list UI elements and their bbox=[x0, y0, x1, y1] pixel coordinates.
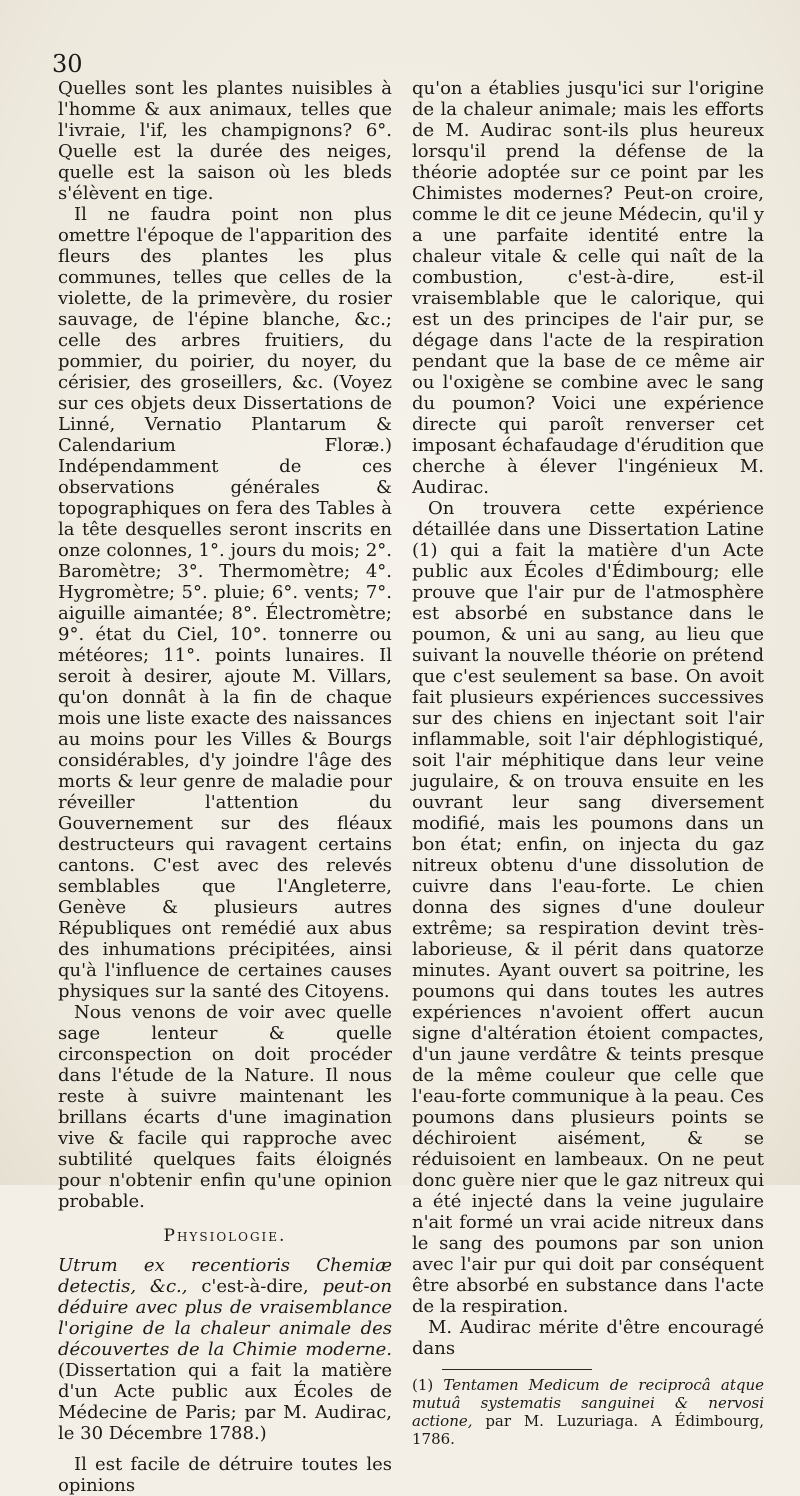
paragraph-experiment: On trouvera cette expérience détaillée dans une Dissertation Latine (1) qui a fait la matière d'un Acte public aux Écoles d'Édimbourg; elle prouve que l'air pur de l'atmosphère est absorbé en substance dans le poumon, & uni au sang, au lieu que suivant la nouvelle théorie on prétend que c'est seulement sa base. On avoit fait plusieurs expériences successives sur des chiens en injectant soit l'air inflammable, soit l'air déphlogistiqué, soit l'air méphitique dans leur veine jugulaire, & on trouva ensuite en les ouvrant leur sang diversement modifié, mais les poumons dans un bon état; enfin, on injecta du gaz nitreux obtenu d'une dissolution de cuivre dans l'eau-forte. Le chien donna des signes d'une douleur extrême; sa respiration devint très-laborieuse, & il périt dans quatorze minutes. Ayant ouvert sa poitrine, les poumons qui dans toutes les autres expériences n'avoient offert aucun signe d'altération étoient compactes, d'un jaune verdâtre & teints presque de la même couleur que celle que l'eau-forte communique à la peau. Ces poumons dans plusieurs points se déchiroient aisément, & se réduisoient en lambeaux. On ne peut donc guère nier que le gaz nitreux qui a été injecté dans la veine jugulaire n'ait formé un vrai acide nitreux dans le sang des poumons par son union avec l'air pur qui doit par conséquent être absorbé en substance dans l'acte de la respiration. bbox=[412, 498, 764, 1317]
footnote-latin-title: Tentamen Medicum de reciprocâ atque mutuâ systematis sanguinei & nervosi actione, bbox=[412, 1376, 764, 1430]
section-heading: Physiologie. bbox=[163, 1226, 287, 1246]
abstract bbox=[58, 1255, 392, 1444]
paragraph-audirac-theory: qu'on a établies jusqu'ici sur l'origine de la chaleur animale; mais les efforts de M. Audirac sont-ils plus heureux lorsqu'il prend la défense de la théorie adoptée sur ce point par les Chimistes modernes? Peut-on croire, comme le dit ce jeune Médecin, qu'il y a une parfaite identité entre la chaleur vitale & celle qui naît de la combustion, c'est-à-dire, est-il vraisemblable que le calorique, qui est un des principes de l'air pur, se dégage dans l'acte de la respiration pendant que la base de ce même air ou l'oxigène se combine avec le sang du poumon? Voici une expérience directe qui paroît renverser cet imposant échafaudage d'érudition que cherche à élever l'ingénieux M. Audirac. bbox=[412, 78, 764, 498]
footnote-divider bbox=[442, 1369, 592, 1370]
abstract-french-title: peut-on déduire avec plus de vraisemblance l'origine de la chaleur animale des découvertes de la Chimie moderne. bbox=[58, 1276, 392, 1360]
abstract-details: (Dissertation qui a fait la matière d'un Acte public aux Écoles de Médecine de Paris; par M. Audirac, le 30 Décembre 1788.) bbox=[58, 1360, 392, 1444]
paragraph-last-line: Il est facile de détruire toutes les opinions bbox=[58, 1454, 392, 1496]
left-column bbox=[58, 78, 392, 1496]
paragraph-closing: M. Audirac mérite d'être encouragé dans bbox=[412, 1317, 764, 1359]
right-column bbox=[412, 78, 764, 1448]
footnote-author: par M. Luzuriaga. A Édimbourg, 1786. bbox=[412, 1412, 764, 1448]
footnote bbox=[412, 1376, 764, 1448]
footnote-marker: (1) bbox=[412, 1376, 434, 1394]
abstract-intro: c'est-à-dire, bbox=[201, 1276, 309, 1297]
page-number: 30 bbox=[52, 50, 83, 78]
paragraph-flowers-tables: Il ne faudra point non plus omettre l'époque de l'apparition des fleurs des plantes les plus communes, telles que celles de la violette, de la primevère, du rosier sauvage, de l'épine blanche, &c.; celle des arbres fruitiers, du pommier, du poirier, du noyer, du cérisier, des groseillers, &c. (Voyez sur ces objets deux Dissertations de Linné, Vernatio Plantarum & Calendarium Floræ.) Indépendamment de ces observations générales & topographiques on fera des Tables à la tête desquelles seront inscrits en onze colonnes, 1°. jours du mois; 2°. Baromètre; 3°. Thermomètre; 4°. Hygromètre; 5°. pluie; 6°. vents; 7°. aiguille aimantée; 8°. Électromètre; 9°. état du Ciel, 10°. tonnerre ou météores; 11°. points lunaires. Il seroit à desirer, ajoute M. Villars, qu'on donnât à la fin de chaque mois une liste exacte des naissances au moins pour les Villes & Bourgs considérables, d'y joindre l'âge des morts & leur genre de maladie pour réveiller l'attention du Gouvernement sur des fléaux destructeurs qui ravagent certains cantons. C'est avec des relevés semblables que l'Angleterre, Genève & plusieurs autres Républiques ont remédié aux abus des inhumations précipitées, ainsi qu'à l'influence de certaines causes physiques sur la santé des Citoyens. bbox=[58, 204, 392, 1002]
paragraph-continuation: Quelles sont les plantes nuisibles à l'homme & aux animaux, telles que l'ivraie, l'if, les champignons? 6°. Quelle est la durée des neiges, quelle est la saison où les bleds s'élèvent en tige. bbox=[58, 78, 392, 204]
paragraph-nature-study: Nous venons de voir avec quelle sage lenteur & quelle circonspection on doit procéder dans l'étude de la Nature. Il nous reste à suivre maintenant les brillans écarts d'une imagination vive & facile qui rapproche avec subtilité quelques faits éloignés pour n'obtenir enfin qu'une opinion probable. bbox=[58, 1002, 392, 1212]
abstract-latin-title: Utrum ex recentioris Chemiæ detectis, &c., bbox=[58, 1255, 392, 1297]
